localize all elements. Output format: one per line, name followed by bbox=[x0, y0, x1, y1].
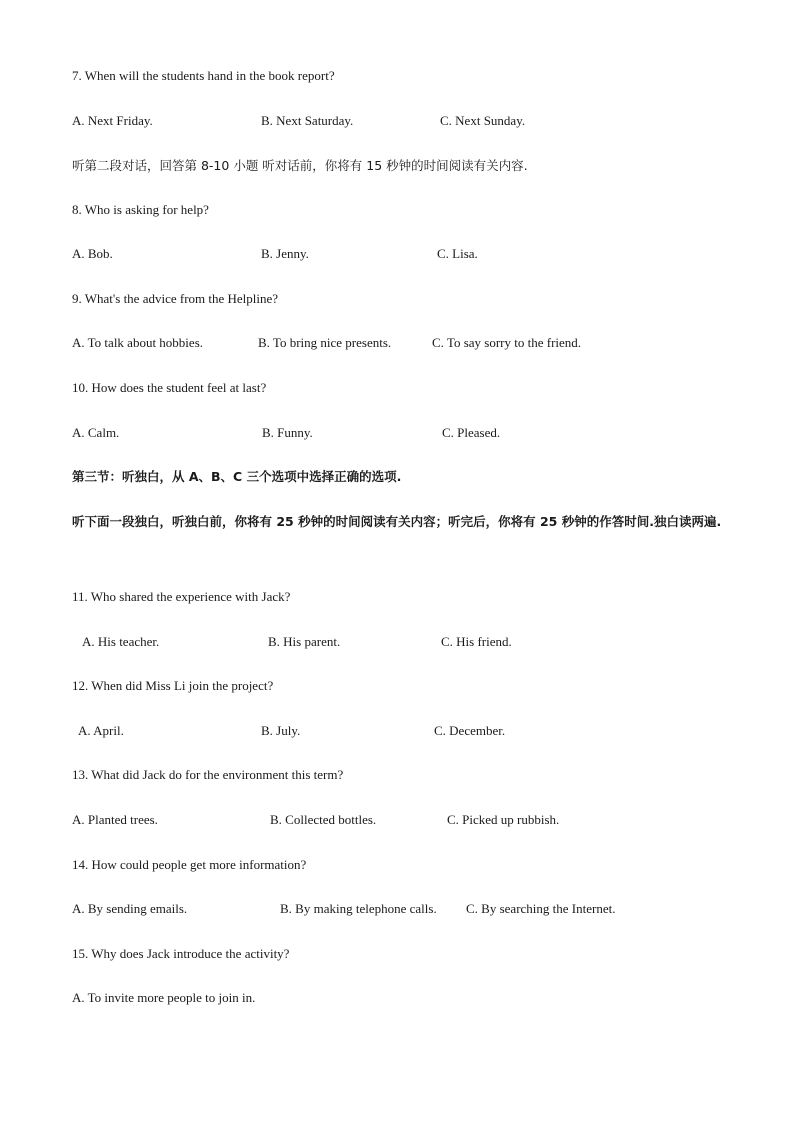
section3-title: 第三节：听独白，从 A、B、C 三个选项中选择正确的选项. bbox=[72, 469, 402, 484]
question-13: 13. What did Jack do for the environment this term? bbox=[72, 767, 344, 782]
dialogue2-instruction: 听第二段对话，回答第 8-10 小题 听对话前，你将有 15 秒钟的时间阅读有关内容. bbox=[72, 158, 528, 173]
option-13c: C. Picked up rubbish. bbox=[447, 812, 560, 827]
option-14c: C. By searching the Internet. bbox=[466, 901, 616, 916]
option-10c: C. Pleased. bbox=[442, 425, 501, 440]
question-14: 14. How could people get more information? bbox=[72, 857, 307, 872]
option-7c: C. Next Sunday. bbox=[440, 113, 526, 128]
option-14b: B. By making telephone calls. bbox=[280, 901, 437, 916]
option-13a: A. Planted trees. bbox=[72, 812, 158, 827]
option-12c: C. December. bbox=[434, 723, 506, 738]
question-12: 12. When did Miss Li join the project? bbox=[72, 678, 274, 693]
question-7: 7. When will the students hand in the book report? bbox=[72, 68, 335, 83]
option-7b: B. Next Saturday. bbox=[261, 113, 354, 128]
question-8: 8. Who is asking for help? bbox=[72, 202, 209, 217]
option-10a: A. Calm. bbox=[72, 425, 120, 440]
option-12b: B. July. bbox=[261, 723, 301, 738]
question-9: 9. What's the advice from the Helpline? bbox=[72, 291, 279, 306]
option-15a: A. To invite more people to join in. bbox=[72, 990, 256, 1005]
section3-description: 听下面一段独白，听独白前，你将有 25 秒钟的时间阅读有关内容；听完后，你将有 25 秒钟的作答时间.独白读两遍. bbox=[72, 514, 722, 529]
option-8c: C. Lisa. bbox=[437, 246, 478, 261]
option-14a: A. By sending emails. bbox=[72, 901, 188, 916]
option-11c: C. His friend. bbox=[441, 634, 512, 649]
option-9a: A. To talk about hobbies. bbox=[72, 335, 204, 350]
option-10b: B. Funny. bbox=[262, 425, 313, 440]
option-9c: C. To say sorry to the friend. bbox=[432, 335, 582, 350]
option-8a: A. Bob. bbox=[72, 246, 113, 261]
option-11a: A. His teacher. bbox=[82, 634, 160, 649]
option-11b: B. His parent. bbox=[268, 634, 341, 649]
option-9b: B. To bring nice presents. bbox=[258, 335, 392, 350]
option-8b: B. Jenny. bbox=[261, 246, 309, 261]
option-13b: B. Collected bottles. bbox=[270, 812, 377, 827]
option-12a: A. April. bbox=[78, 723, 124, 738]
question-11: 11. Who shared the experience with Jack? bbox=[72, 589, 291, 604]
option-7a: A. Next Friday. bbox=[72, 113, 153, 128]
question-15: 15. Why does Jack introduce the activity? bbox=[72, 946, 290, 961]
question-10: 10. How does the student feel at last? bbox=[72, 380, 267, 395]
